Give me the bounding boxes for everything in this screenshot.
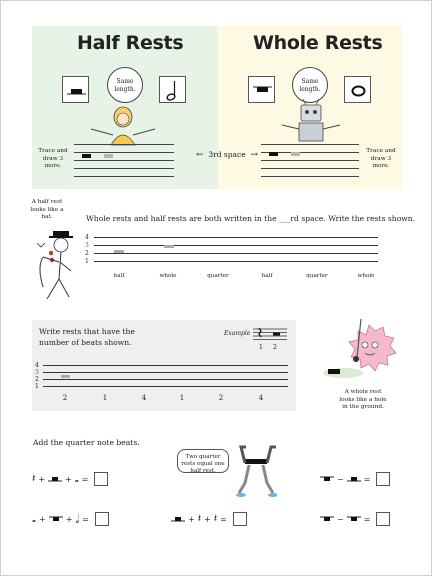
half-rests-title: Half Rests bbox=[77, 32, 184, 54]
line-number: 4 bbox=[85, 234, 89, 241]
whole-rest-icon bbox=[320, 514, 334, 524]
equals-sign: = bbox=[363, 514, 371, 524]
rest-word: whole bbox=[159, 273, 177, 279]
line-number: 3 bbox=[35, 369, 39, 376]
beats-staff bbox=[43, 365, 288, 391]
sample-half-rest bbox=[114, 250, 124, 253]
beat-count: 2 bbox=[218, 394, 224, 402]
half-rest-symbol-box bbox=[62, 76, 89, 103]
whole-note-icon bbox=[345, 77, 372, 104]
rest-word: quarter bbox=[306, 273, 328, 279]
line-number: 2 bbox=[85, 250, 89, 257]
answer-box[interactable] bbox=[233, 512, 247, 526]
equation-row bbox=[32, 471, 108, 487]
minus-sign: − bbox=[337, 474, 344, 484]
equals-sign: = bbox=[81, 474, 89, 484]
plus-sign: + bbox=[204, 514, 211, 524]
half-rest-practice-staff bbox=[74, 144, 174, 184]
equals-sign: = bbox=[82, 514, 89, 524]
rest-word: whole bbox=[357, 273, 375, 279]
rest-word: half bbox=[113, 273, 125, 279]
answer-box[interactable] bbox=[94, 472, 108, 486]
answer-box[interactable] bbox=[376, 512, 390, 526]
equation-row bbox=[320, 471, 390, 487]
line-number: 3 bbox=[85, 242, 89, 249]
whole-rest-icon bbox=[320, 474, 334, 484]
whole-note-symbol-box bbox=[344, 76, 371, 103]
equation-row bbox=[171, 511, 247, 527]
equals-sign: = bbox=[363, 474, 371, 484]
write-rests-instruction: Whole rests and half rests are both written in the ___rd space. Write the rests shown. bbox=[86, 214, 416, 223]
half-note-icon bbox=[160, 77, 187, 104]
same-length-bubble-left: Same length. bbox=[107, 67, 143, 103]
robot-character-illustration bbox=[276, 99, 346, 145]
whole-rest-practice-staff bbox=[261, 144, 359, 184]
minus-sign: − bbox=[337, 514, 344, 524]
quarter-rest-icon: 𝄽 bbox=[197, 512, 202, 525]
quarter-rest-icon: 𝄽 bbox=[213, 512, 218, 525]
line-number: 4 bbox=[35, 362, 39, 369]
answer-box[interactable] bbox=[376, 472, 390, 486]
example-beat: 1 bbox=[258, 343, 264, 351]
sample-half-rest bbox=[61, 375, 70, 378]
stick-figure-with-hat-illustration bbox=[31, 227, 81, 305]
half-note-symbol-box bbox=[159, 76, 186, 103]
plus-sign: + bbox=[65, 514, 73, 524]
whole-rest-icon bbox=[347, 514, 361, 524]
equation-row bbox=[32, 511, 109, 527]
half-note-icon: 𝅗𝅥 bbox=[75, 511, 80, 526]
two-quarter-rests-bubble: Two quarter rests equal one half rest. bbox=[177, 449, 229, 473]
beat-count: 1 bbox=[102, 394, 108, 402]
sample-whole-rest bbox=[164, 245, 174, 248]
same-length-bubble-right: Same length. bbox=[292, 67, 328, 103]
girl-character-illustration bbox=[83, 105, 163, 149]
beat-count: 2 bbox=[62, 394, 68, 402]
example-staff bbox=[253, 327, 287, 343]
plus-sign: + bbox=[38, 514, 46, 524]
beat-count: 1 bbox=[179, 394, 185, 402]
whole-rest-icon bbox=[249, 77, 276, 104]
plus-sign: + bbox=[188, 514, 195, 524]
whole-rest-hole-caption: A whole rest looks like a hole in the ground. bbox=[339, 389, 387, 410]
trace-instruction-left: Trace and draw 3 more. bbox=[38, 148, 68, 169]
line-number: 2 bbox=[35, 376, 39, 383]
example-label: Example bbox=[224, 330, 251, 337]
space-label-text: 3rd space bbox=[208, 150, 246, 159]
beat-count: 4 bbox=[141, 394, 147, 402]
rest-word: half bbox=[261, 273, 273, 279]
answer-box[interactable] bbox=[95, 512, 109, 526]
write-rests-staff bbox=[94, 237, 378, 267]
line-numbers-write bbox=[85, 234, 95, 267]
whole-note-icon: 𝅝 bbox=[32, 513, 36, 525]
whole-rests-title: Whole Rests bbox=[253, 32, 383, 54]
plus-sign: + bbox=[38, 474, 46, 484]
whole-rest-hole-icon bbox=[328, 369, 340, 374]
half-rest-icon bbox=[48, 474, 62, 484]
half-rest-icon bbox=[171, 514, 185, 524]
equation-row bbox=[320, 511, 390, 527]
beat-count: 4 bbox=[258, 394, 264, 402]
plus-sign: + bbox=[65, 474, 72, 484]
half-rest-hat-caption: A half rest looks like a hat. bbox=[30, 199, 64, 220]
whole-rest-symbol-box bbox=[248, 76, 275, 103]
rest-word: quarter bbox=[207, 273, 229, 279]
whole-note-icon: 𝅝 bbox=[74, 473, 79, 485]
trace-instruction-right: Trace and draw 3 more. bbox=[366, 148, 396, 169]
line-number: 1 bbox=[35, 383, 39, 390]
line-numbers-beats bbox=[35, 362, 43, 391]
dancing-rests-illustration bbox=[233, 441, 277, 499]
half-rest-icon bbox=[347, 474, 361, 484]
example-beat: 2 bbox=[272, 343, 278, 351]
whole-rest-icon bbox=[49, 514, 63, 524]
beats-instruction: Write rests that have the number of beats shown. bbox=[39, 327, 135, 347]
add-beats-instruction: Add the quarter note beats. bbox=[33, 438, 140, 447]
third-space-label: ← 3rd space → bbox=[196, 150, 258, 160]
half-rest-icon bbox=[63, 77, 90, 104]
quarter-rest-icon: 𝄽 bbox=[32, 472, 36, 485]
equals-sign: = bbox=[220, 514, 227, 524]
line-number: 1 bbox=[85, 258, 89, 265]
